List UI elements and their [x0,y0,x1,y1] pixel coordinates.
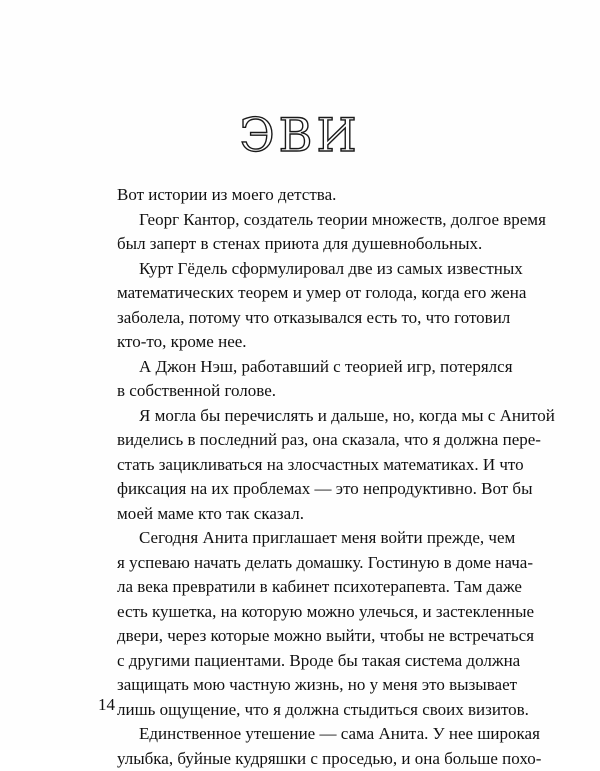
text-line: виделись в последний раз, она сказала, что я должна пере- [117,428,500,453]
text-line: лишь ощущение, что я должна стыдиться своих визитов. [117,698,500,723]
text-line: есть кушетка, на которую можно улечься, и застекленные [117,600,500,625]
text-line: моей маме кто так сказал. [117,502,500,527]
text-line: с другими пациентами. Вроде бы такая система должна [117,649,500,674]
text-line: улыбка, буйные кудряшки с проседью, и она больше похо- [117,747,500,771]
text-line: Я могла бы перечислять и дальше, но, когда мы с Анитой [117,404,500,429]
text-line: А Джон Нэш, работавший с теорией игр, потерялся [117,355,500,380]
text-line: защищать мою частную жизнь, но у меня это вызывает [117,673,500,698]
text-line: я успеваю начать делать домашку. Гостиную в доме нача- [117,551,500,576]
text-line: кто-то, кроме нее. [117,330,500,355]
text-line: Сегодня Анита приглашает меня войти прежде, чем [117,526,500,551]
text-line: двери, через которые можно выйти, чтобы не встречаться [117,624,500,649]
text-line: Единственное утешение — сама Анита. У нее широкая [117,722,500,747]
page-number: 14 [98,695,115,715]
chapter-title: ЭВИ [0,108,600,162]
text-line: фиксация на их проблемах — это непродуктивно. Вот бы [117,477,500,502]
text-line: в собственной голове. [117,379,500,404]
text-line: заболела, потому что отказывался есть то, что готовил [117,306,500,331]
text-line: стать зацикливаться на злосчастных математиках. И что [117,453,500,478]
text-line: математических теорем и умер от голода, когда его жена [117,281,500,306]
body-text [117,183,500,771]
text-line: Вот истории из моего детства. [117,183,500,208]
text-line: был заперт в стенах приюта для душевнобольных. [117,232,500,257]
text-line: Курт Гёдель сформулировал две из самых известных [117,257,500,282]
text-line: Георг Кантор, создатель теории множеств, долгое время [117,208,500,233]
text-line: ла века превратили в кабинет психотерапевта. Там даже [117,575,500,600]
